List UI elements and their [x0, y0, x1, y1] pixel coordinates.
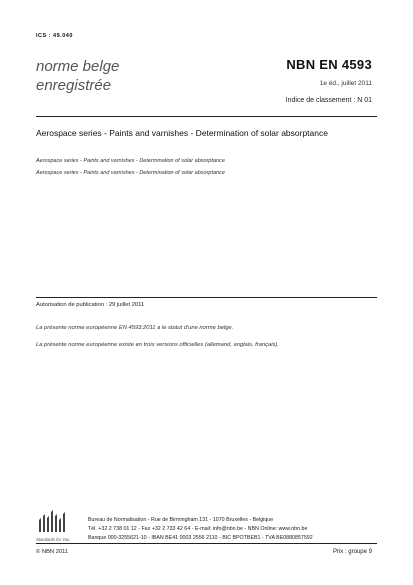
brand-line-1: norme belge	[36, 58, 120, 75]
publication-authorisation: Autorisation de publication : 29 juillet 2011	[36, 302, 145, 308]
classification-index: Indice de classement : N 01	[285, 97, 372, 104]
address-line-3: Banque 000-3255621-10 - IBAN BE41 0003 2556 2110 - BIC BPOTBEB1 - TVA BE0880857592	[88, 535, 313, 541]
address-line-2: Tél. +32 2 738 01 12 - Fax +32 2 733 42 64 - E-mail: info@nbn.be - NBN Online: www.nbn.be	[88, 526, 308, 532]
status-statement: La présente norme européenne EN 4593:2011 a le statut d'une norme belge.	[36, 325, 234, 331]
subtitle-line-2: Aerospace series - Paints and varnishes - Determination of solar absorptance	[36, 170, 225, 176]
nbn-logo-icon	[36, 508, 76, 540]
subtitle-line-1: Aerospace series - Paints and varnishes - Determination of solar absorptance	[36, 158, 225, 164]
logo-tagline: Standards for You	[36, 537, 70, 542]
document-title: Aerospace series - Paints and varnishes - Determination of solar absorptance	[36, 128, 328, 138]
divider-middle	[36, 297, 377, 298]
copyright: © NBN 2011	[36, 549, 69, 555]
versions-statement: La présente norme européenne existe en trois versions officielles (allemand, anglais, français).	[36, 342, 279, 348]
divider-bottom	[36, 543, 377, 544]
divider-top	[36, 116, 377, 117]
ics-code: ICS : 49.040	[36, 33, 73, 39]
price-group: Prix : groupe 9	[332, 549, 372, 555]
address-line-1: Bureau de Normalisation - Rue de Birmingham 131 - 1070 Bruxelles - Belgique	[88, 517, 274, 523]
standard-number: NBN EN 4593	[286, 57, 372, 72]
brand-line-2: enregistrée	[36, 77, 112, 94]
edition-date: 1e éd., juillet 2011	[319, 80, 372, 87]
